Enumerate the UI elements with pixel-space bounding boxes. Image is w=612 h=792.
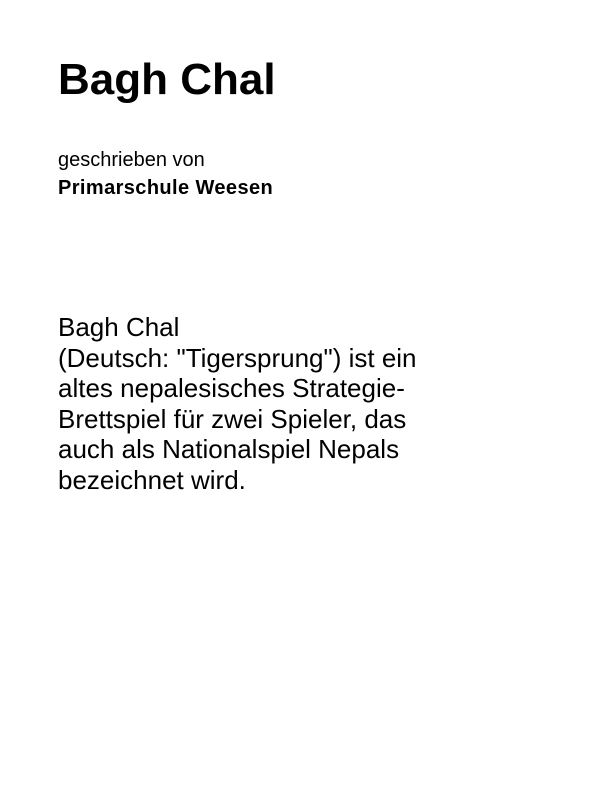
body-line: auch als Nationalspiel Nepals	[58, 434, 400, 464]
page-title: Bagh Chal	[58, 55, 276, 104]
byline-label: geschrieben von	[58, 149, 205, 171]
body-line: Brettspiel für zwei Spieler, das	[58, 403, 407, 434]
body-paragraph	[58, 312, 558, 495]
body-line: Bagh Chal	[58, 312, 180, 342]
body-line: altes nepalesisches Strategie-	[58, 373, 405, 403]
byline	[58, 147, 558, 203]
body-line: (Deutsch: "Tigersprung") ist ein	[58, 342, 417, 373]
body-line: bezeichnet wird.	[58, 464, 246, 495]
byline-author: Primarschule Weesen	[58, 177, 274, 199]
